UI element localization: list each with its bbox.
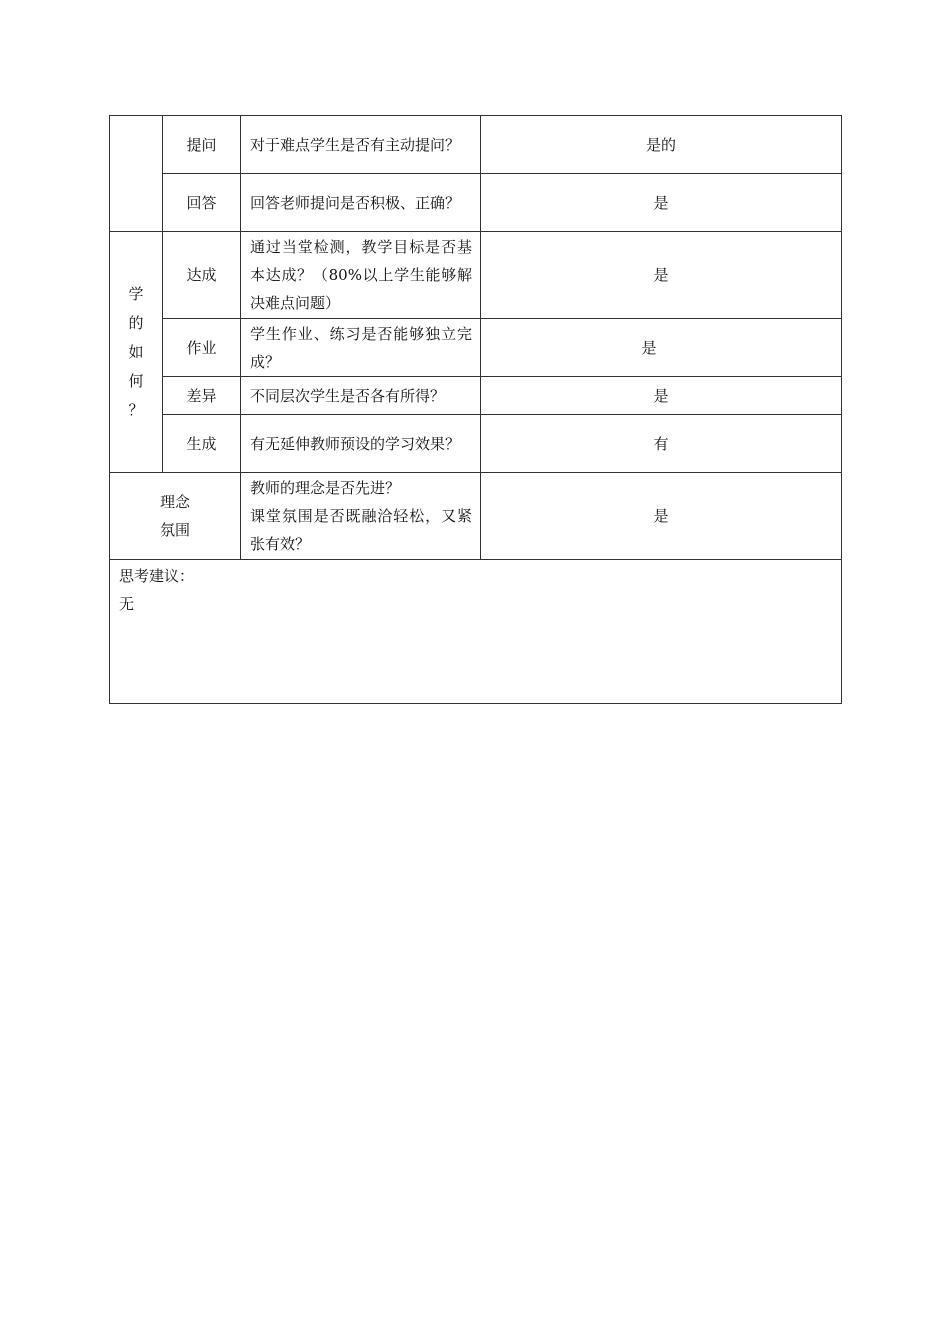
answer-text: 有 (481, 415, 842, 473)
question-text: 不同层次学生是否各有所得？ (241, 377, 481, 415)
question-text: 对于难点学生是否有主动提问？ (241, 116, 481, 174)
answer-text: 是 (481, 319, 842, 377)
answer-text: 是 (481, 473, 842, 560)
concept-label (110, 473, 241, 560)
group-label-char: 学 (128, 284, 144, 303)
answer-text: 是 (481, 174, 842, 232)
question-text: 有无延伸教师预设的学习效果？ (241, 415, 481, 473)
group-label-char: 的 (128, 313, 144, 332)
table-row (110, 232, 842, 319)
evaluation-table (109, 115, 842, 704)
table-row (110, 319, 842, 377)
item-label: 提问 (163, 116, 241, 174)
question-text: 回答老师提问是否积极、正确？ (241, 174, 481, 232)
answer-text: 是 (481, 232, 842, 319)
question-line: 课堂氛围是否既融洽轻松，又紧张有效？ (250, 507, 472, 553)
table-row (110, 116, 842, 174)
group-label-char: ？ (128, 400, 144, 419)
question-text: 学生作业、练习是否能够独立完成？ (241, 319, 481, 377)
item-label: 达成 (163, 232, 241, 319)
item-label: 作业 (163, 319, 241, 377)
table-row (110, 415, 842, 473)
item-label: 差异 (163, 377, 241, 415)
suggestion-content: 无 (119, 595, 135, 613)
suggestion-label: 思考建议： (119, 567, 195, 585)
table-row (110, 560, 842, 704)
section-group-label (110, 232, 163, 473)
concept-label-line: 理念 (159, 493, 190, 511)
concept-label-line: 氛围 (159, 521, 190, 539)
item-label: 回答 (163, 174, 241, 232)
group-label-char: 如 (128, 342, 144, 361)
concept-question (241, 473, 481, 560)
item-label: 生成 (163, 415, 241, 473)
group-label-char: 何 (128, 371, 144, 390)
suggestion-cell (110, 560, 842, 704)
answer-text: 是 (481, 377, 842, 415)
empty-group-cell (110, 116, 163, 232)
table-row (110, 174, 842, 232)
question-text: 通过当堂检测，教学目标是否基本达成？（80%以上学生能够解决难点问题） (241, 232, 481, 319)
question-line: 教师的理念是否先进？ (250, 479, 401, 497)
answer-text: 是的 (481, 116, 842, 174)
table-row (110, 377, 842, 415)
table-row (110, 473, 842, 560)
